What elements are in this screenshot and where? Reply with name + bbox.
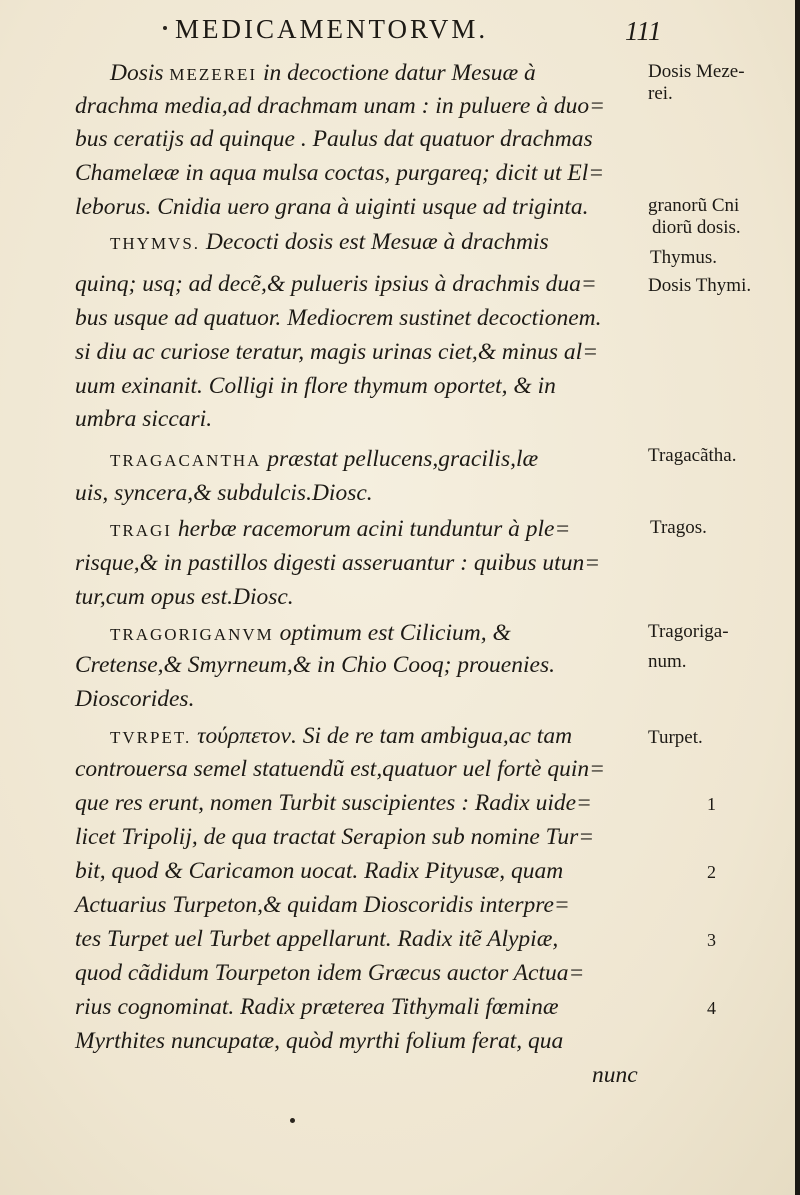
text-line: leborus. Cnidia uero grana à uiginti usque ad triginta. [75, 194, 589, 220]
margin-note: Tragos. [650, 517, 707, 538]
marginal-number: 2 [707, 862, 716, 882]
text-line: licet Tripolij, de qua tractat Serapion sub nomine Tur= [75, 824, 595, 850]
text-line: rius cognominat. Radix præterea Tithymali fœminæ [75, 994, 559, 1020]
text-line: controuersa semel statuendũ est,quatuor uel fortè quin= [75, 756, 605, 782]
margin-note: Tragoriga- [648, 621, 729, 642]
text-line: Myrthites nuncupatæ, quòd myrthi folium ferat, qua [75, 1028, 564, 1054]
text-line: si diu ac curiose teratur, magis urinas ciet,& minus al= [75, 339, 599, 365]
text-line: quod cãdidum Tourpeton idem Græcus auctor Actua= [75, 960, 585, 986]
text-line: TRAGACANTHA præstat pellucens,gracilis,læ [110, 446, 539, 472]
text-line: Dioscorides. [75, 686, 195, 712]
text-line: quinq; usq; ad decẽ,& pulueris ipsius à drachmis dua= [75, 271, 597, 297]
text-line: risque,& in pastillos digesti asseruantur : quibus utun= [75, 550, 601, 576]
text-line: umbra siccari. [75, 406, 213, 432]
page-edge [795, 0, 800, 1195]
text-line: que res erunt, nomen Turbit suscipientes : Radix uide= [75, 790, 592, 816]
text-line: TRAGI herbæ racemorum acini tunduntur à ple= [110, 516, 571, 542]
text-line: Dosis MEZEREI in decoctione datur Mesuæ à [110, 60, 536, 86]
margin-note: diorũ dosis. [652, 217, 741, 238]
marginal-number: 3 [707, 930, 716, 950]
text-line: uum exinanit. Colligi in flore thymum oportet, & in [75, 373, 556, 399]
text-line: Cretense,& Smyrneum,& in Chio Cooq; prouenies. [75, 652, 555, 678]
marginal-number: 4 [707, 998, 716, 1018]
ink-speck [290, 1118, 295, 1123]
text-line: uis, syncera,& subdulcis.Diosc. [75, 480, 373, 506]
text-line: THYMVS. Decocti dosis est Mesuæ à drachmis [110, 229, 549, 255]
text-line: Chamelææ in aqua mulsa coctas, purgareq; dicit ut El= [75, 160, 605, 186]
marginal-number: 1 [707, 794, 716, 814]
margin-note: granorũ Cni [648, 195, 740, 216]
margin-note: Turpet. [648, 727, 703, 748]
text-line: bus ceratijs ad quinque . Paulus dat quatuor drachmas [75, 126, 593, 152]
text-line: bus usque ad quatuor. Mediocrem sustinet decoctionem. [75, 305, 602, 331]
margin-note: Dosis Thymi. [648, 275, 752, 296]
text-line: drachma media,ad drachmam unam : in puluere à duo= [75, 93, 605, 119]
running-header: MEDICAMENTORVM. [175, 14, 489, 44]
margin-note: num. [648, 651, 687, 672]
margin-note: Tragacãtha. [648, 445, 737, 466]
text-line: TRAGORIGANVM optimum est Cilicium, & [110, 620, 511, 646]
text-line: Actuarius Turpeton,& quidam Dioscoridis interpre= [75, 892, 570, 918]
text-line: tes Turpet uel Turbet appellarunt. Radix itẽ Alypiæ, [75, 926, 559, 952]
margin-note: rei. [648, 83, 673, 104]
margin-note: Dosis Meze- [648, 61, 745, 82]
page-number: 111 [625, 16, 662, 46]
text-line: TVRPET. τούρπετον. Si de re tam ambigua,ac tam [110, 723, 573, 749]
catchword: nunc [592, 1062, 638, 1088]
text-line: bit, quod & Caricamon uocat. Radix Pityusæ, quam [75, 858, 564, 884]
margin-note: Thymus. [650, 247, 718, 268]
ink-speck [163, 26, 167, 30]
text-line: tur,cum opus est.Diosc. [75, 584, 294, 610]
